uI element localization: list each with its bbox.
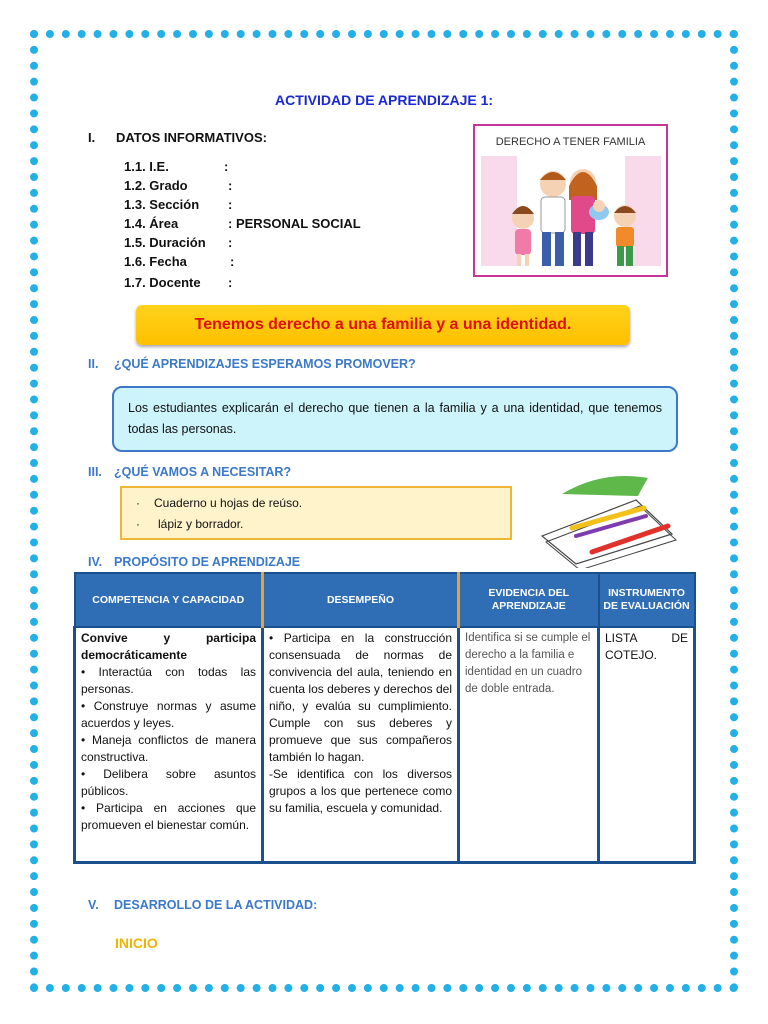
info-sep: : [228, 216, 233, 231]
paper-pencils-illustration [532, 472, 682, 568]
family-drawing [475, 126, 666, 275]
col-header-desempeno: DESEMPEÑO [263, 573, 459, 627]
info-sep: : [228, 178, 233, 193]
info-row-docente [124, 275, 232, 290]
competencia-title: Convive y participa democráticamente [81, 631, 256, 662]
section-5-heading [88, 898, 317, 912]
info-sep: : [230, 254, 235, 269]
section-2-heading [88, 357, 416, 371]
col-header-evidencia: EVIDENCIA DEL APRENDIZAJE [459, 573, 599, 627]
info-label: 1.7. Docente [124, 275, 201, 290]
info-sep: : [224, 159, 229, 174]
cell-competencia [75, 627, 263, 863]
competencia-item: • Participa en acciones que promueven el bienestar común. [81, 801, 256, 832]
competencia-item: • Delibera sobre asuntos públicos. [81, 767, 256, 798]
section-3-title: ¿QUÉ VAMOS A NECESITAR? [114, 465, 292, 479]
materials-box [120, 486, 512, 540]
section-3-heading [88, 465, 291, 479]
info-row-duracion [124, 235, 232, 250]
table-row [75, 627, 695, 863]
section-1-heading [88, 130, 267, 145]
desempeno-item: • Participa en la construcción consensuada de normas de convivencia del aula, teniendo en cuenta los deberes y derechos del niño, y evalúa su cumplimiento. Cumple con sus deberes y promueve que sus compañeros también lo hagan. [269, 631, 452, 764]
info-row-area [124, 216, 361, 231]
info-label: 1.4. Área [124, 216, 179, 231]
info-sep: : [228, 275, 233, 290]
materials-item [136, 514, 496, 535]
info-row-ie [124, 159, 228, 174]
materials-item-text: lápiz y borrador. [158, 517, 244, 531]
illustration-caption: DERECHO A TENER FAMILIA [495, 136, 646, 148]
section-5-number: V. [88, 898, 99, 912]
info-sep: : [228, 197, 233, 212]
info-label: 1.6. Fecha [124, 254, 187, 269]
col-header-competencia: COMPETENCIA Y CAPACIDAD [75, 573, 263, 627]
table-header-row [75, 573, 695, 627]
desempeno-item: -Se identifica con los diversos grupos a los que pertenece como su familia, escuela y comunidad. [269, 767, 452, 815]
materials-item-text: Cuaderno u hojas de reúso. [154, 496, 303, 510]
cell-evidencia: Identifica si se cumple el derecho a la familia e identidad en un cuadro de doble entrada. [459, 627, 599, 863]
info-label: 1.5. Duración [124, 235, 206, 250]
page-title: ACTIVIDAD DE APRENDIZAJE 1: [274, 92, 494, 108]
section-3-number: III. [88, 465, 102, 479]
materials-item [136, 493, 496, 514]
section-4-heading [88, 555, 300, 569]
competencia-item: • Maneja conflictos de manera constructiva. [81, 733, 256, 764]
competencia-item: • Construye normas y asume acuerdos y leyes. [81, 699, 256, 730]
bullet: · [136, 496, 140, 510]
purpose-table [73, 572, 696, 864]
inicio-heading: INICIO [115, 935, 158, 951]
info-label: 1.1. I.E. [124, 159, 169, 174]
section-2-number: II. [88, 357, 99, 371]
info-label: 1.2. Grado [124, 178, 188, 193]
section-1-number: I. [88, 130, 96, 145]
learning-goal-box: Los estudiantes explicarán el derecho que tienen a la familia y a una identidad, que tenemos todas las personas. [112, 386, 678, 452]
cell-instrumento: LISTA DE COTEJO. [599, 627, 695, 863]
info-row-seccion [124, 197, 232, 212]
info-row-grado [124, 178, 232, 193]
topic-banner: Tenemos derecho a una familia y a una identidad. [136, 305, 630, 345]
bullet: · [136, 517, 140, 531]
section-1-title: DATOS INFORMATIVOS: [116, 130, 267, 145]
family-illustration [473, 124, 668, 277]
section-2-title: ¿QUÉ APRENDIZAJES ESPERAMOS PROMOVER? [114, 357, 416, 371]
section-4-number: IV. [88, 555, 103, 569]
competencia-item: • Interactúa con todas las personas. [81, 665, 256, 696]
info-label: 1.3. Sección [124, 197, 200, 212]
cell-desempeno [263, 627, 459, 863]
info-sep: : [228, 235, 233, 250]
col-header-instrumento: INSTRUMENTO DE EVALUACIÓN [599, 573, 695, 627]
section-4-title: PROPÓSITO DE APRENDIZAJE [114, 555, 301, 569]
info-value-area: PERSONAL SOCIAL [235, 216, 361, 231]
info-row-fecha [124, 254, 234, 269]
section-5-title: DESARROLLO DE LA ACTIVIDAD: [114, 898, 318, 912]
